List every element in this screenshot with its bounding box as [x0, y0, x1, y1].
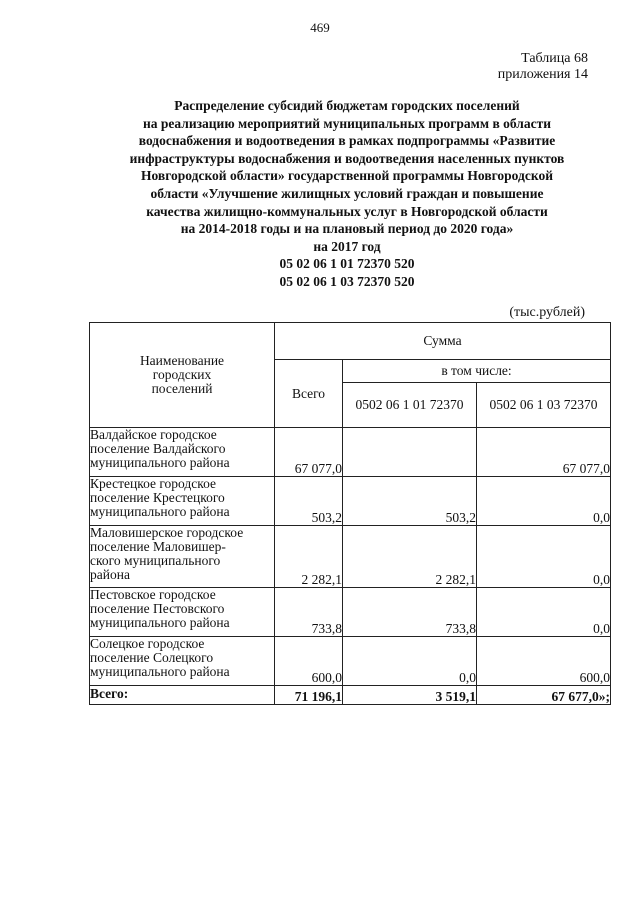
settlement-name [90, 428, 275, 477]
name-line: поселение Крестецкого [90, 490, 225, 505]
header-name-line: Наименование [139, 353, 225, 368]
title-year: на 2017 год [313, 238, 381, 254]
title-line: области «Улучшение жилищных условий граждан и повышение [150, 185, 544, 201]
code2-cell: 600,0 [477, 637, 611, 686]
name-line: Пестовское городское [90, 587, 216, 602]
title-line: качества жилищно-коммунальных услуг в Новгородской области [146, 203, 548, 219]
code1-cell: 503,2 [343, 477, 477, 526]
name-line: ского муниципального [90, 553, 221, 568]
document-title [90, 97, 604, 291]
header-code-1: 0502 06 1 01 72370 [343, 383, 477, 428]
header-total: Всего [275, 360, 343, 428]
budget-code-2: 05 02 06 1 03 72370 520 [279, 273, 415, 289]
name-line: поселение Пестовского [90, 601, 225, 616]
grand-code2-cell: 67 677,0»; [477, 686, 611, 705]
settlement-name [90, 588, 275, 637]
name-line: Солецкое городское [90, 636, 205, 651]
header-settlement-name [90, 323, 275, 428]
title-line: на реализацию мероприятий муниципальных программ в области [142, 115, 552, 131]
name-line: Валдайское городское [90, 427, 217, 442]
name-line: муниципального района [90, 615, 230, 630]
name-line: поселение Валдайского [90, 441, 226, 456]
name-line: муниципального района [90, 664, 230, 679]
subsidy-table [89, 322, 611, 705]
title-line: инфраструктуры водоснабжения и водоотведения населенных пунктов [129, 150, 565, 166]
code2-cell: 67 077,0 [477, 428, 611, 477]
total-cell: 67 077,0 [275, 428, 343, 477]
title-line: Распределение субсидий бюджетам городских поселений [174, 98, 520, 113]
grand-code1-cell: 3 519,1 [343, 686, 477, 705]
total-row [90, 686, 611, 705]
name-line: муниципального района [90, 455, 230, 470]
table-row [90, 428, 611, 477]
code2-cell: 0,0 [477, 477, 611, 526]
table-row [90, 526, 611, 588]
table-row [90, 637, 611, 686]
settlement-name [90, 477, 275, 526]
total-cell: 2 282,1 [275, 526, 343, 588]
name-line: поселение Маловишер- [90, 539, 226, 554]
header-name-line: поселений [151, 381, 213, 396]
code2-cell: 0,0 [477, 588, 611, 637]
page-number: 469 [310, 20, 330, 35]
code1-cell: 2 282,1 [343, 526, 477, 588]
title-line: Новгородской области» государственной программы Новгородской [141, 168, 553, 184]
total-label: Всего: [90, 686, 275, 705]
total-cell: 600,0 [275, 637, 343, 686]
name-line: Маловишерское городское [90, 525, 244, 540]
title-line: на 2014-2018 годы и на плановый период до 2020 года» [180, 221, 514, 237]
code1-cell: 0,0 [343, 637, 477, 686]
total-cell: 503,2 [275, 477, 343, 526]
unit-label: (тыс.рублей) [509, 305, 585, 320]
code2-cell: 0,0 [477, 526, 611, 588]
header-including: в том числе: [343, 360, 611, 383]
code1-cell: 733,8 [343, 588, 477, 637]
total-cell: 733,8 [275, 588, 343, 637]
table-row [90, 588, 611, 637]
grand-total-cell: 71 196,1 [275, 686, 343, 705]
budget-code-1: 05 02 06 1 01 72370 520 [279, 256, 415, 272]
settlement-name [90, 526, 275, 588]
code1-cell [343, 428, 477, 477]
title-line: водоснабжения и водоотведения в рамках подпрограммы «Развитие [138, 133, 556, 149]
name-line: района [90, 567, 130, 582]
table-number: Таблица 68 [521, 51, 588, 66]
header-name-line: городских [152, 367, 212, 382]
appendix-number: приложения 14 [497, 67, 588, 82]
header-sum: Сумма [275, 323, 611, 360]
header-code-2: 0502 06 1 03 72370 [477, 383, 611, 428]
settlement-name [90, 637, 275, 686]
table-reference [498, 51, 588, 83]
name-line: поселение Солецкого [90, 650, 214, 665]
header-row [90, 323, 611, 360]
table-row [90, 477, 611, 526]
name-line: муниципального района [90, 504, 230, 519]
name-line: Крестецкое городское [90, 476, 217, 491]
